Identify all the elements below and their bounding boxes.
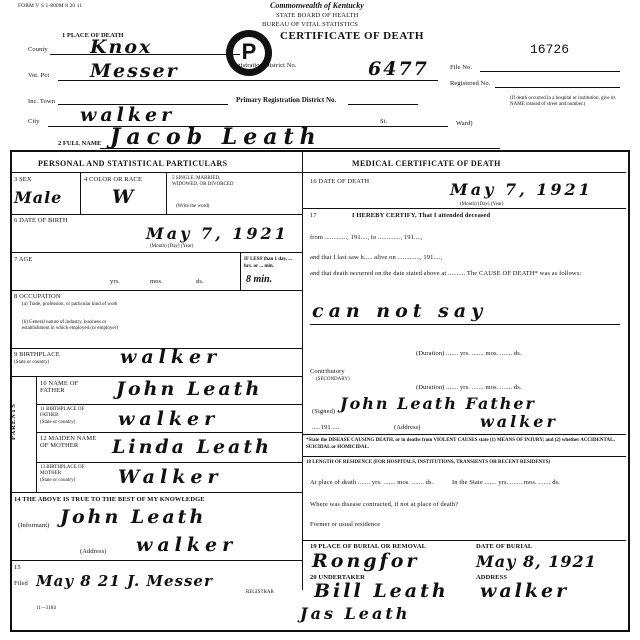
duration-text-2: (Duration) ....... yrs. ....... mos. ....... ds. bbox=[416, 384, 522, 391]
date-of-death-sub: (Month) (Day) (Year) bbox=[460, 202, 504, 207]
birthplace-label: 9 BIRTHPLACE bbox=[14, 351, 60, 358]
cause-line bbox=[310, 324, 620, 325]
former-residence-text: Former or usual residence bbox=[310, 521, 381, 528]
primary-district-line bbox=[348, 104, 418, 105]
burial-date-value: May 8, 1921 bbox=[476, 552, 597, 571]
st-label: St. bbox=[380, 118, 388, 125]
undertaker-label: 20 UNDERTAKER bbox=[310, 574, 365, 581]
dob-label: 6 DATE OF BIRTH bbox=[14, 217, 68, 224]
county-line bbox=[50, 54, 240, 55]
registrar-label: REGISTRAR bbox=[246, 590, 274, 595]
duration-text: (Duration) ....... yrs. ....... mos. ....... ds. bbox=[416, 350, 522, 357]
state-note: *State the DISEASE CAUSING DEATH, or in deaths from VIOLENT CAUSES state (1) MEANS OF INJURY; and (2) whether ACCIDENTAL, SUICIDAL or HOMICIDAL. bbox=[306, 438, 615, 450]
father-bp-line bbox=[36, 432, 302, 433]
medical-heading: MEDICAL CERTIFICATE OF DEATH bbox=[352, 159, 501, 168]
inc-town-label: Inc. Town bbox=[28, 98, 56, 105]
true-label: 14 THE ABOVE IS TRUE TO THE BEST OF MY KNOWLEDGE bbox=[14, 496, 205, 503]
father-bp-value: walker bbox=[118, 408, 220, 430]
medical-line-4 bbox=[302, 540, 626, 541]
medical-heading-line bbox=[302, 172, 626, 173]
county-label: County bbox=[28, 46, 48, 53]
sex-label: 3 SEX bbox=[14, 176, 32, 183]
occupation-b: (b) General nature of industry, business or establishment in which employed (or employer) bbox=[22, 320, 118, 331]
full-name-line bbox=[100, 148, 500, 149]
undertaker-2-value: Jas Leath bbox=[300, 604, 411, 623]
address-2-value: walker bbox=[480, 580, 570, 602]
bureau-title: BUREAU OF VITAL STATISTICS bbox=[262, 21, 358, 28]
city-value: walker bbox=[80, 104, 176, 126]
row-line-3 bbox=[12, 290, 302, 291]
city-label: City bbox=[28, 118, 40, 125]
registrar-seal bbox=[226, 30, 272, 76]
father-label: 10 NAME OF FATHER bbox=[40, 380, 79, 394]
address-value-right: walker bbox=[480, 412, 558, 431]
burial-date-label: DATE OF BURIAL bbox=[476, 543, 533, 550]
date-of-death-value: May 7, 1921 bbox=[450, 180, 593, 199]
alive-text: and that I last saw h..... alive on ............., 191...., bbox=[310, 254, 443, 261]
age-value: 8 min. bbox=[246, 274, 273, 285]
medical-line-1 bbox=[302, 208, 626, 209]
marital-note: (Write the word) bbox=[176, 204, 210, 209]
address-label-left: (Address) bbox=[80, 548, 107, 555]
certificate-title: CERTIFICATE OF DEATH bbox=[280, 30, 424, 42]
dob-sub: (Month) (Day) (Year) bbox=[150, 244, 194, 249]
mother-line bbox=[36, 462, 302, 463]
address-2-label: ADDRESS bbox=[476, 574, 508, 581]
seal-letter: P bbox=[241, 39, 257, 64]
date-of-death-label: 16 DATE OF DEATH bbox=[310, 178, 370, 185]
contributory-label: Contributory bbox=[310, 368, 345, 375]
age-mos: mos. bbox=[150, 278, 163, 285]
informant-value: John Leath bbox=[60, 506, 207, 528]
residence-label: 18 LENGTH OF RESIDENCE (FOR HOSPITALS, INSTITUTIONS, TRANSIENTS OR RECENT RESIDENTS) bbox=[306, 460, 551, 465]
age-ds: ds. bbox=[196, 278, 204, 285]
burial-label: 19 PLACE OF BURIAL OR REMOVAL bbox=[310, 543, 427, 550]
row-line-5 bbox=[12, 376, 302, 377]
father-bp-label: 11 BIRTHPLACE OF FATHER bbox=[40, 407, 85, 418]
personal-heading-line bbox=[12, 172, 302, 173]
registered-no-line bbox=[495, 87, 620, 88]
form-number: FORM V S 1-800M 8 20 11 bbox=[18, 3, 83, 9]
commonwealth-title: Commonwealth of Kentucky bbox=[270, 1, 364, 10]
mother-bp-line bbox=[12, 492, 302, 493]
contracted-text: Where was disease contracted, if not at place of death? bbox=[310, 501, 459, 508]
ward-label: Ward) bbox=[456, 120, 473, 127]
father-line bbox=[36, 404, 302, 405]
age-less-label: IF LESS than 1 day, ... hrs. or ... min. bbox=[244, 257, 293, 269]
reg-district-label: Registration District No. bbox=[230, 62, 297, 69]
occupation-a: (a) Trade, profession, or particular kind of work bbox=[22, 302, 118, 307]
contributory-sub: (SECONDARY) bbox=[316, 377, 350, 382]
medical-line-2 bbox=[302, 434, 626, 435]
column-divider bbox=[302, 152, 303, 590]
hospital-note: (If death occurred in a hospital or institution, give its NAME instead of street and number.) bbox=[510, 96, 616, 107]
filed-no: 15 bbox=[14, 564, 21, 571]
address-value-left: walker bbox=[136, 534, 238, 556]
race-label: 4 COLOR OR RACE bbox=[84, 176, 143, 183]
county-value: Knox bbox=[90, 36, 153, 58]
board-title: STATE BOARD OF HEALTH bbox=[276, 12, 359, 19]
primary-district-label: Primary Registration District No. bbox=[236, 96, 337, 104]
sex-divider bbox=[80, 172, 81, 214]
filed-value: May 8 21 J. Messer bbox=[36, 572, 213, 590]
mother-bp-value: Walker bbox=[118, 466, 223, 488]
cause-text: and that death occurred on the date stated above at .......... The CAUSE OF DEATH* was as follows: bbox=[310, 270, 582, 277]
mother-bp-sub: (State or country) bbox=[40, 478, 76, 483]
undertaker-value: Bill Leath bbox=[314, 580, 449, 602]
registered-no-label: Registered No. bbox=[450, 80, 491, 87]
parents-label: PARENTS bbox=[10, 403, 17, 440]
vot-line bbox=[58, 80, 438, 81]
address-label-right: (Address) bbox=[394, 424, 421, 431]
occupation-label: 8 OCCUPATION bbox=[14, 293, 61, 300]
file-no-line bbox=[480, 71, 620, 72]
father-bp-sub: (State or country) bbox=[40, 420, 76, 425]
in-state-text: In the State ....... yrs. ....... mos. ....... ds. bbox=[452, 479, 560, 486]
file-no-label: File No. bbox=[450, 64, 473, 71]
signed-value: John Leath Father bbox=[340, 394, 536, 413]
age-label: 7 AGE bbox=[14, 256, 33, 263]
mother-value: Linda Leath bbox=[112, 436, 272, 458]
place-of-death-label: 1 PLACE OF DEATH bbox=[62, 32, 124, 39]
race-divider bbox=[166, 172, 167, 214]
parents-divider bbox=[36, 376, 37, 492]
file-stamp: 16726 bbox=[530, 42, 570, 57]
father-value: John Leath bbox=[116, 378, 263, 400]
mother-bp-label: 13 BIRTHPLACE OF MOTHER bbox=[40, 465, 85, 476]
row-line-2 bbox=[12, 252, 302, 253]
vot-label: Vot. Pct bbox=[28, 72, 50, 79]
full-name-value: Jacob Leath bbox=[110, 124, 322, 150]
birthplace-sub: (State or country) bbox=[14, 360, 50, 365]
cause-value: can not say bbox=[312, 300, 488, 322]
dob-value: May 7, 1921 bbox=[146, 224, 289, 243]
mother-label: 12 MAIDEN NAME OF MOTHER bbox=[40, 435, 97, 449]
full-name-label: 2 FULL NAME bbox=[58, 140, 102, 147]
burial-value: Rongfor bbox=[312, 550, 420, 572]
race-value: W bbox=[112, 186, 136, 208]
at-place-text: At place of death ....... yrs. ....... mos. ....... ds. bbox=[310, 479, 434, 486]
certify-text: I HEREBY CERTIFY, That I attended deceased bbox=[352, 212, 491, 219]
form-footer: 11—3184 bbox=[36, 606, 56, 611]
personal-heading: PERSONAL AND STATISTICAL PARTICULARS bbox=[38, 159, 228, 168]
informant-label: (Informant) bbox=[18, 522, 50, 529]
birthplace-value: walker bbox=[120, 346, 222, 368]
row-line-1 bbox=[12, 214, 302, 215]
filed-label: Filed bbox=[14, 580, 28, 587]
marital-label: 5 SINGLE, MARRIED, WIDOWED, OR DIVORCED bbox=[172, 176, 234, 187]
medical-line-3 bbox=[302, 456, 626, 457]
from-text: from ............., 191...., to ............., 191...., bbox=[310, 234, 423, 241]
row-line-6 bbox=[12, 560, 302, 561]
year-text: .....191..... bbox=[312, 424, 340, 431]
reg-district-value: 6477 bbox=[368, 58, 429, 80]
vot-value: Messer bbox=[90, 60, 179, 82]
sex-value: Male bbox=[14, 188, 63, 207]
age-yrs: yrs. bbox=[110, 278, 120, 285]
signed-label: (Signed) bbox=[312, 408, 336, 415]
age-divider bbox=[240, 252, 241, 290]
certify-no: 17 bbox=[310, 212, 317, 219]
